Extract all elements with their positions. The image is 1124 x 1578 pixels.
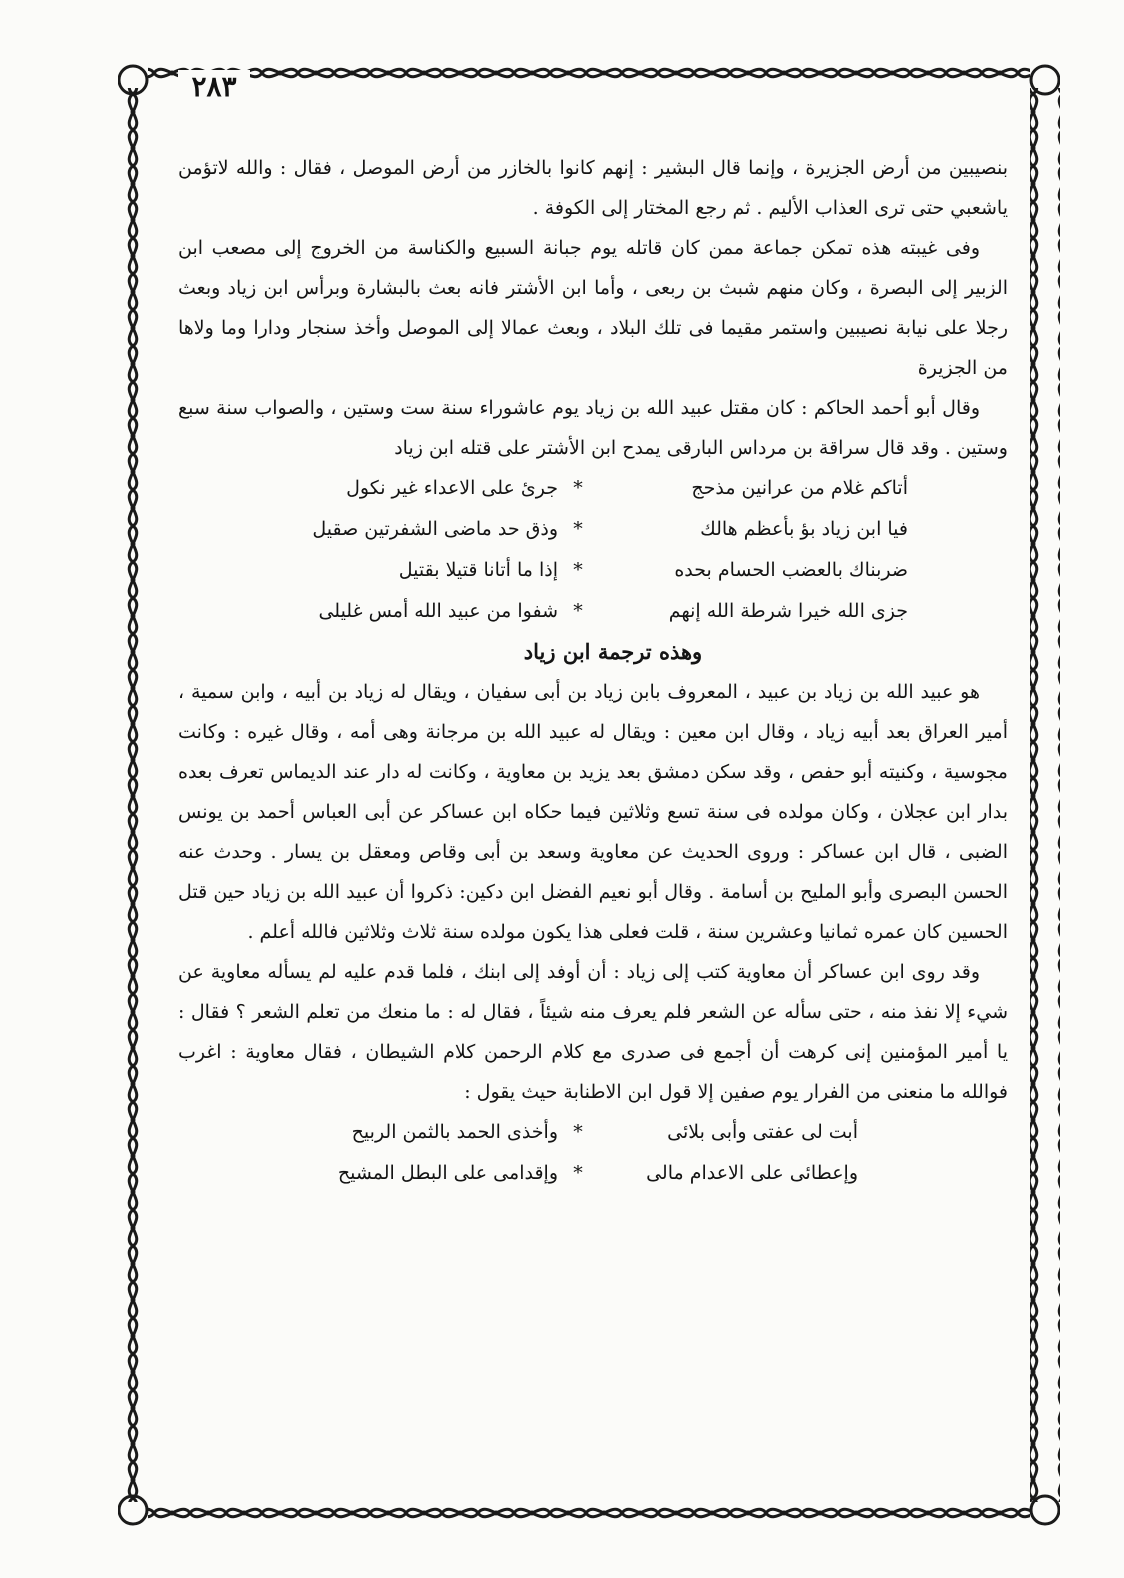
verse-separator: * [573,600,583,622]
page-text [178,148,1008,1194]
verse-line [178,1153,1008,1194]
verse-hemistich-first: أتاكم غلام من عرانين مذحج [691,477,908,499]
verse-separator: * [573,1162,583,1184]
verse-line [178,468,1008,509]
verse-hemistich-first: جزى الله خيرا شرطة الله إنهم [668,600,908,622]
verse-separator: * [573,559,583,581]
verse-hemistich-second: إذا ما أتانا قتيلا بقتيل [398,559,558,581]
verse-hemistich-second: جرئ على الاعداء غير نكول [346,477,558,499]
verse-line [178,550,1008,591]
verse-separator: * [573,477,583,499]
paragraph: وقد روى ابن عساكر أن معاوية كتب إلى زياد : أن أوفد إلى ابنك ، فلما قدم عليه لم يسأله معاوية عن شيء إلا نفذ منه ، حتى سأله عن الشعر فلم يعرف منه شيئاً ، فقال له : ما منعك من تعلم الشعر ؟ فقال : يا أمير المؤمنين إنى كرهت أن أجمع فى صدرى مع كلام الرحمن كلام الشيطان ، فقال معاوية : اغرب فوالله ما منعنى من الفرار يوم صفين إلا قول ابن الاطنابة حيث يقول : [178,961,1008,1103]
paragraph: وفى غيبته هذه تمكن جماعة ممن كان قاتله يوم جبانة السبيع والكناسة من الخروج إلى مصعب ابن الزبير إلى البصرة ، وكان منهم شبث بن ربعى ، وأما ابن الأشتر فانه بعث بالبشارة وبرأس ابن زياد وبعث رجلا على نيابة نصيبين واستمر مقيما فى تلك البلاد ، وبعث عمالا إلى الموصل وأخذ سنجار ودارا وما ولاها من الجزيرة [178,237,1008,379]
paragraph: بنصيبين من أرض الجزيرة ، وإنما قال البشير : إنهم كانوا بالخازر من أرض الموصل ، فقال : والله لاتؤمن ياشعبي حتى ترى العذاب الأليم . ثم رجع المختار إلى الكوفة . [178,157,1008,219]
page-number: ٢٨٣ [178,70,250,104]
verse-hemistich-second: وذق حد ماضى الشفرتين صقيل [312,518,558,540]
verse-hemistich-second: شفوا من عبيد الله أمس غليلى [318,600,558,622]
verse-hemistich-first: وإعطائى على الاعدام مالى [646,1162,858,1184]
verse-line [178,509,1008,550]
section-heading: وهذه ترجمة ابن زياد [523,639,703,664]
verse-line [178,1112,1008,1153]
verse-hemistich-second: وأخذى الحمد بالثمن الربيح [351,1121,558,1143]
verse-hemistich-second: وإقدامى على البطل المشيح [337,1162,558,1184]
paragraph: هو عبيد الله بن زياد بن عبيد ، المعروف بابن زياد بن أبى سفيان ، ويقال له زياد بن أبيه ، وابن سمية ، أمير العراق بعد أبيه زياد ، وقال ابن معين : ويقال له عبيد الله بن مرجانة وهى أمه ، وقال غيره : وكانت مجوسية ، وكنيته أبو حفص ، وقد سكن دمشق بعد يزيد بن معاوية ، وكانت له دار عند الديماس تعرف بعده بدار ابن عجلان ، وكان مولده فى سنة تسع وثلاثين فيما حكاه ابن عساكر عن أبى العباس أحمد بن يونس الضبى ، قال ابن عساكر : وروى الحديث عن معاوية وسعد بن أبى وقاص ومعقل بن يسار . وحدث عنه الحسن البصرى وأبو المليح بن أسامة . وقال أبو نعيم الفضل ابن دكين: ذكروا أن عبيد الله بن زياد حين قتل الحسين كان عمره ثمانيا وعشرين سنة ، قلت فعلى هذا يكون مولده سنة ثلاث وثلاثين فالله أعلم . [178,681,1008,943]
paragraph: وقال أبو أحمد الحاكم : كان مقتل عبيد الله بن زياد يوم عاشوراء سنة ست وستين ، والصواب سنة سبع وستين . وقد قال سراقة بن مرداس البارقى يمدح ابن الأشتر على قتله ابن زياد [178,397,1008,459]
verse-hemistich-first: فيا ابن زياد بؤ بأعظم هالك [700,518,908,540]
verse-hemistich-first: أبت لى عفتى وأبى بلائى [667,1121,858,1143]
poem-block [178,1112,1008,1194]
verse-separator: * [573,518,583,540]
poem-block [178,468,1008,632]
verse-hemistich-first: ضربناك بالعضب الحسام بحده [674,559,908,581]
verse-line [178,591,1008,632]
verse-separator: * [573,1121,583,1143]
